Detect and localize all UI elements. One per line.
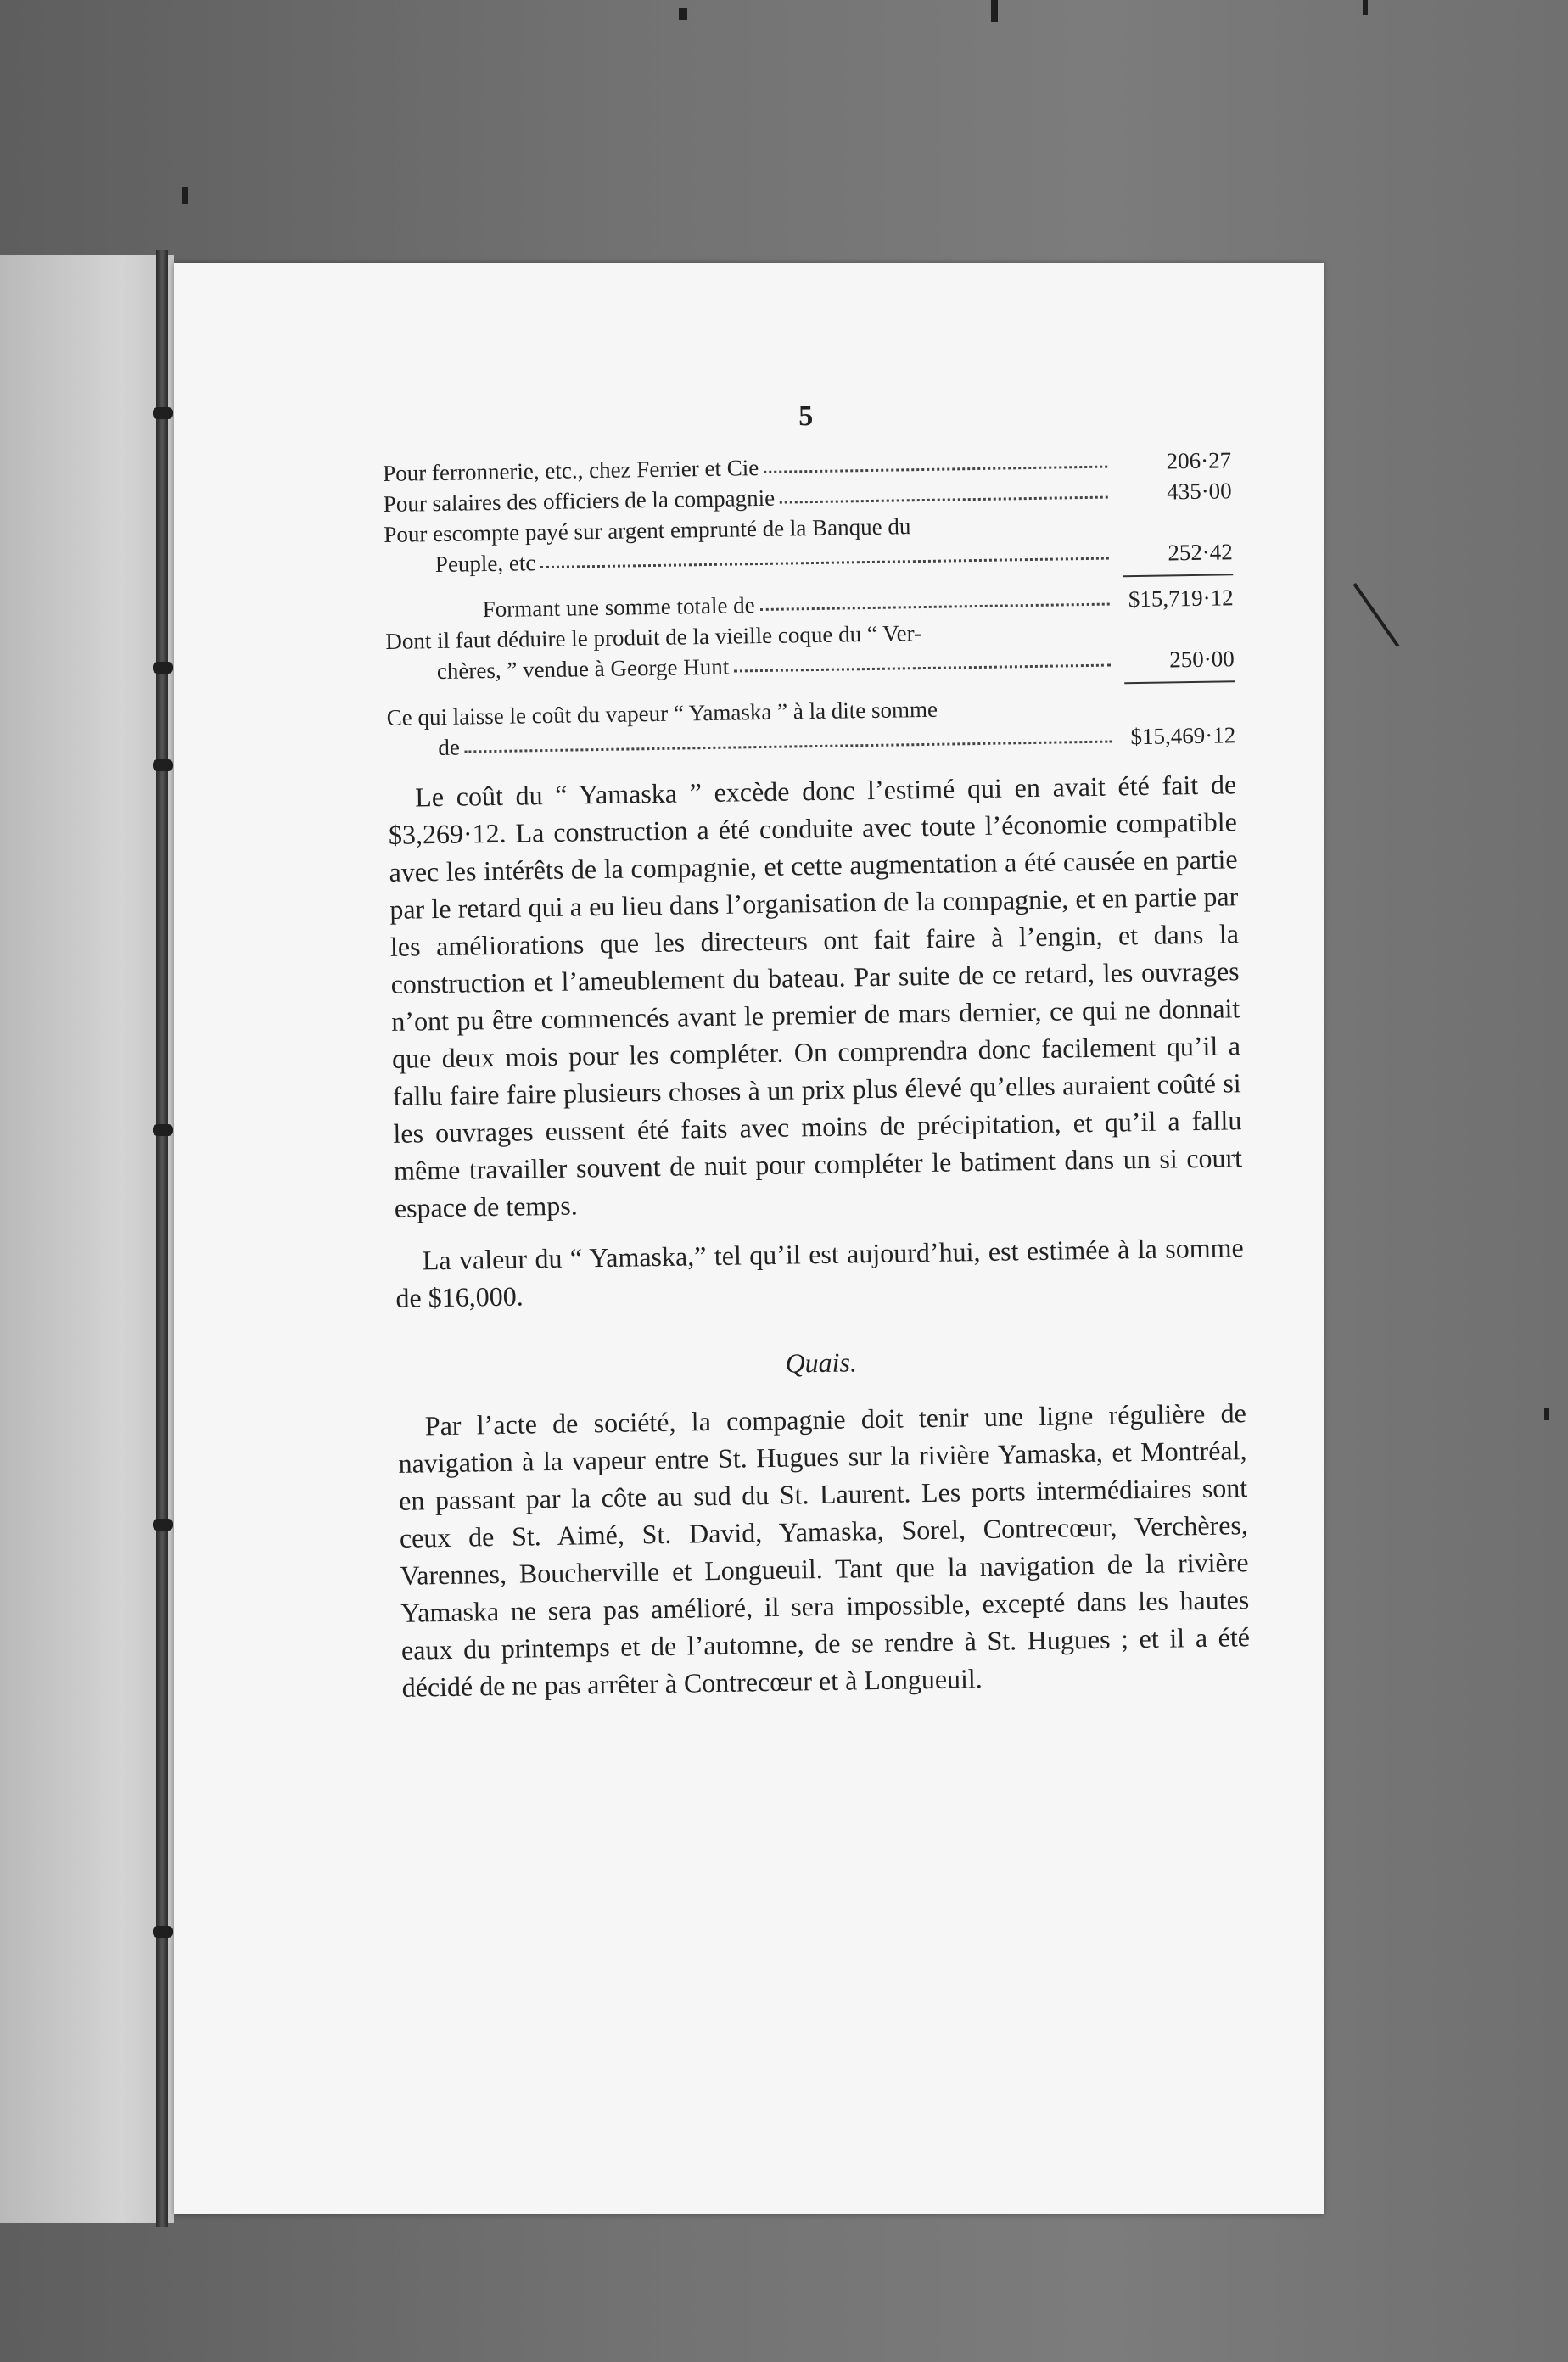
page-number: 5 (798, 400, 815, 433)
scan-speck (991, 0, 998, 22)
scan-speck (679, 8, 687, 20)
section-heading: Quais. (785, 1346, 858, 1379)
body-paragraph: Par l’acte de société, la compagnie doit tenir une ligne régulière de navigation à la vapeur entre St. Hugues sur la rivière Yamaska, et Montréal, en passant par la côte au sud du St. Laurent. Les ports intermédiaires sont ceux de St. Aimé, St. David, Yamaska, Sorel, Contrecœur, Verchères, Varennes, Boucherville et Longueuil. Tant que la navigation de la rivière Yamaska ne sera pas amélioré, il sera impossible, excepté dans les hautes eaux du printemps et de l’automne, de se rendre à St. Hugues ; et il a été décidé de ne pas arrêter à Contrecœur et à Longueuil. (398, 1397, 1251, 1703)
ledger-label: chères, ” vendue à George Hunt (436, 653, 730, 685)
scan-speck (1544, 1408, 1549, 1420)
ledger-label: Pour escompte payé sur argent emprunté de la Banque du (384, 513, 911, 547)
ledger-label: Dont il faut déduire le produit de la vieille coque du “ Ver- (385, 620, 922, 654)
ledger-label: Pour salaires des officiers de la compagnie (383, 484, 776, 517)
page-content (382, 394, 1251, 1706)
ledger-amount: 250·00 (1169, 646, 1235, 673)
ledger-label: Ce qui laisse le coût du vapeur “ Yamaska ” à la dite somme (386, 696, 938, 730)
body-paragraph: Le coût du “ Yamaska ” excède donc l’estimé qui en avait été fait de $3,269·12. La construction a été conduite avec toute l’économie compatible avec les intérêts de la compagnie, et cette augmentation a été causée en partie par le retard qui a eu lieu dans l’organisation de la compagnie, et en partie par les améliorations que les directeurs ont fait faire à l’engin, et dans la construction et l’ameublement du bateau. Par suite de ce retard, les ouvrages n’ont pu être commencés avant le premier de mars dernier, ce qui ne donnait que deux mois pour les compléter. On comprendra donc facilement qu’il a fallu faire faire plusieurs choses à un prix plus élevé qu’elles auraient coûté si les ouvrages eussent été faits avec moins de précipitation, et qu’il a fallu même travailler souvent de nuit pour compléter le batiment dans un si court espace de temps. (388, 769, 1243, 1223)
sum-rule (1124, 680, 1235, 684)
ledger-label: Peuple, etc (434, 550, 536, 578)
ledger-label: Pour ferronnerie, etc., chez Ferrier et Cie (382, 455, 759, 486)
document-page (174, 263, 1324, 2214)
cost-ledger (383, 445, 1236, 764)
ledger-label: Formant une somme totale de (482, 592, 755, 623)
facing-page-edge (0, 255, 174, 2223)
dot-leader (540, 557, 1108, 568)
ledger-amount: 206·27 (1166, 447, 1232, 474)
dot-leader (764, 465, 1107, 473)
ledger-amount: 435·00 (1166, 478, 1232, 505)
dot-leader (465, 740, 1112, 753)
sum-rule (1123, 574, 1233, 577)
scan-speck (1363, 0, 1368, 15)
binding-stitch (153, 1124, 173, 1136)
ledger-amount: 252·42 (1168, 539, 1234, 566)
binding-stitch (153, 1519, 173, 1531)
dot-leader (760, 602, 1110, 610)
binding-stitch (153, 662, 173, 674)
ledger-amount: $15,469·12 (1130, 722, 1236, 750)
ledger-amount: $15,719·12 (1128, 585, 1234, 613)
scan-speck (182, 187, 188, 204)
binding-stitch (153, 407, 173, 419)
binding-stitch (153, 1926, 173, 1938)
dot-leader (780, 495, 1108, 503)
body-paragraph: La valeur du “ Yamaska,” tel qu’il est aujourd’hui, est estimée à la somme de $16,000. (395, 1232, 1244, 1313)
ledger-label: de (438, 734, 461, 761)
binding-stitch (153, 759, 173, 771)
dot-leader (734, 663, 1111, 672)
